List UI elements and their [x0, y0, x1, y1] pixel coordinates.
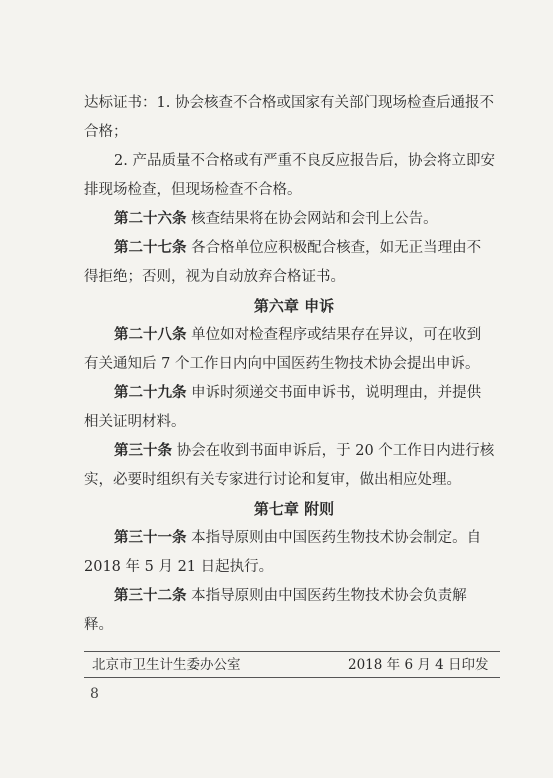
article-text: 申诉时须递交书面申诉书，说明理由，并提供 — [191, 385, 482, 401]
article-31 — [114, 528, 504, 548]
article-label: 第二十九条 — [114, 384, 187, 401]
page-number: 8 — [90, 686, 99, 702]
chapter-6-heading: 第六章 申诉 — [253, 297, 335, 315]
article-text: 协会在收到书面申诉后，于 20 个工作日内进行核 — [176, 443, 495, 459]
item-2-line: 排现场检查，但现场检查不合格。 — [84, 182, 302, 198]
article-32-line-2: 释。 — [84, 617, 113, 633]
article-text: 单位如对检查程序或结果存在异议，可在收到 — [191, 327, 482, 343]
article-31-line-2: 2018 年 5 月 21 日起执行。 — [84, 559, 274, 575]
article-28-line-2: 有关通知后 7 个工作日内向中国医药生物技术协会提出申诉。 — [84, 356, 480, 372]
footer-office: 北京市卫生计生委办公室 — [92, 657, 241, 673]
article-text: 各合格单位应积极配合核查，如无正当理由不 — [191, 240, 482, 256]
article-text: 核查结果将在协会网站和会刊上公告。 — [191, 211, 438, 227]
article-text: 本指导原则由中国医药生物技术协会负责解 — [191, 588, 467, 604]
article-27 — [114, 238, 504, 258]
article-label: 第二十七条 — [114, 239, 187, 256]
footer-bottom-rule — [84, 677, 500, 678]
article-label: 第二十八条 — [114, 326, 187, 343]
article-label: 第三十二条 — [114, 587, 187, 604]
article-28 — [114, 325, 504, 345]
article-26 — [114, 209, 504, 229]
paragraph-continuation-line: 达标证书：1. 协会核查不合格或国家有关部门现场检查后通报不 — [84, 95, 494, 111]
article-label: 第二十六条 — [114, 210, 187, 227]
article-label: 第三十一条 — [114, 529, 187, 546]
article-text: 本指导原则由中国医药生物技术协会制定。自 — [191, 530, 482, 546]
article-32 — [114, 586, 504, 606]
article-29-line-2: 相关证明材料。 — [84, 414, 186, 430]
article-label: 第三十条 — [114, 442, 172, 459]
paragraph-continuation-line: 合格； — [84, 124, 128, 140]
article-27-line-2: 得拒绝；否则，视为自动放弃合格证书。 — [84, 269, 345, 285]
footer-print-date: 2018 年 6 月 4 日印发 — [348, 657, 489, 673]
article-30 — [114, 441, 504, 461]
article-29 — [114, 383, 504, 403]
chapter-7-heading: 第七章 附则 — [253, 500, 335, 518]
item-2-line: 2. 产品质量不合格或有严重不良反应报告后，协会将立即安 — [114, 153, 495, 169]
article-30-line-2: 实，必要时组织有关专家进行讨论和复审，做出相应处理。 — [84, 472, 461, 488]
footer-top-rule — [84, 651, 500, 652]
